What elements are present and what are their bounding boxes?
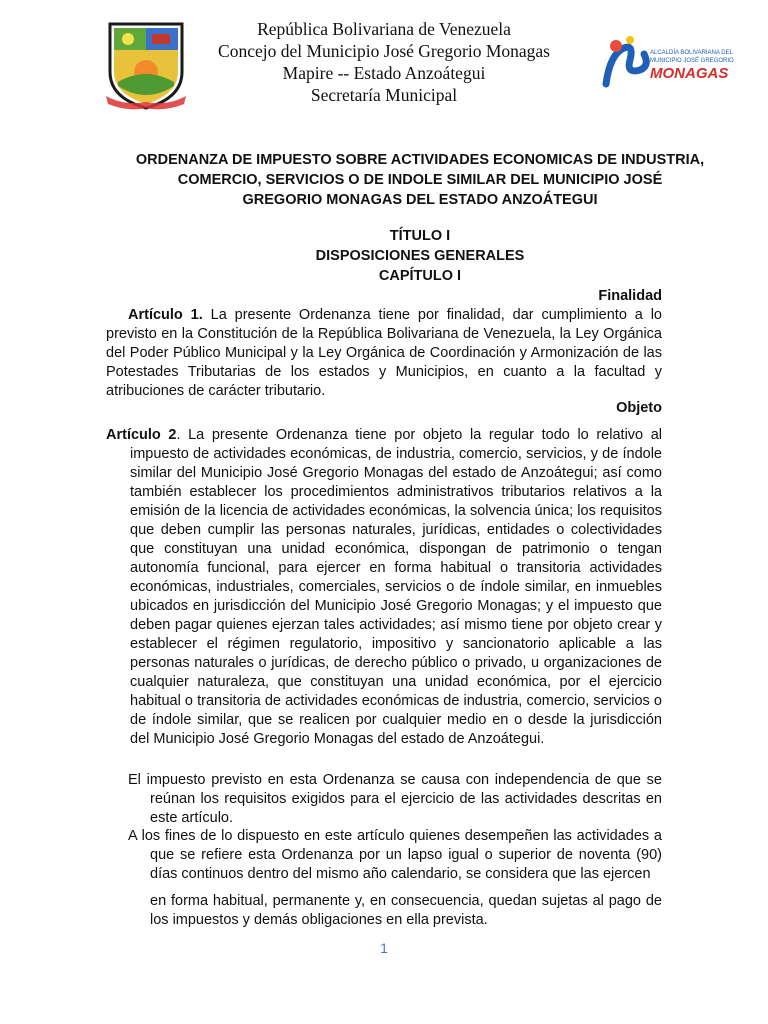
header-line-council: Concejo del Municipio José Gregorio Monagas bbox=[218, 41, 550, 61]
section-headings bbox=[100, 226, 740, 286]
paragraph-habitual-activity: A los fines de lo dispuesto en este artículo quienes desempeñen las actividades a que se refiere esta Ordenanza por un lapso igual o superior de noventa (90) días continuos dentro del mismo año calendario, se considera que las ejercen bbox=[128, 828, 662, 882]
alcaldia-monagas-logo-icon bbox=[600, 34, 736, 94]
title-line-1: ORDENANZA DE IMPUESTO SOBRE ACTIVIDADES ECONOMICAS DE INDUSTRIA, bbox=[135, 152, 705, 168]
letterhead bbox=[196, 18, 572, 106]
municipal-coat-of-arms-icon bbox=[104, 20, 188, 110]
capitulo-heading: CAPÍTULO I bbox=[378, 268, 462, 284]
paragraph-obligations: en forma habitual, permanente y, en consecuencia, quedan sujetas al pago de los impuestos y demás obligaciones en ella prevista. bbox=[150, 893, 662, 928]
article-2-paragraph bbox=[106, 426, 662, 749]
title-line-2: COMERCIO, SERVICIOS O DE INDOLE SIMILAR DEL MUNICIPIO JOSÉ bbox=[177, 172, 663, 188]
article-1-label: Artículo 1. bbox=[128, 307, 203, 323]
svg-text:MUNICIPIO JOSÉ GREGORIO: MUNICIPIO JOSÉ GREGORIO bbox=[650, 58, 734, 64]
header-line-country: República Bolivariana de Venezuela bbox=[257, 19, 511, 39]
finalidad-heading: Finalidad bbox=[598, 288, 662, 304]
page-number: 1 bbox=[380, 940, 388, 956]
title-line-3: GREGORIO MONAGAS DEL ESTADO ANZOÁTEGUI bbox=[242, 192, 598, 208]
article-2-text: . La presente Ordenanza tiene por objeto la regular todo lo relativo al impuesto de actividades económicas, de industria, comercio, servicios, y de índole similar del Municipio José Gregorio Monagas del estado de Anzoátegui; así como también establecer los procedimientos administrativos tributarios relativos a la emisión de la licencia de actividades económicas, la solvencia única; los requisitos que deben cumplir las personas naturales, jurídicas, entidades o colectividades que constituyan una unidad económica, dispongan de patrimonio o tengan autonomía funcional, para ejercer en forma habitual o transitoria actividades económicas, industriales, comerciales, servicios o de índole similar, en inmuebles ubicados en jurisdicción del Municipio José Gregorio Monagas; y el impuesto que deben pagar quienes ejerzan tales actividades; así mismo tiene por objeto crear y establecer el régimen regulatorio, impositivo y sancionatorio aplicable a las personas naturales o jurídicas, de derecho público o privado, u organizaciones de cualquier naturaleza, que constituyan una unidad económica, por el ejercicio habitual o transitoria de actividades económicas de industria, comercio, servicios o de índole similar, que se realicen por cualquier medio en o desde la jurisdicción del Municipio José Gregorio Monagas del estado de Anzoátegui. bbox=[130, 427, 662, 747]
header-line-secretariat: Secretaría Municipal bbox=[310, 85, 458, 105]
article-2-label: Artículo 2 bbox=[106, 427, 177, 443]
article-1-paragraph bbox=[106, 306, 662, 401]
disposiciones-heading: DISPOSICIONES GENERALES bbox=[315, 248, 525, 264]
header-line-location: Mapire -- Estado Anzoátegui bbox=[282, 63, 486, 83]
objeto-heading: Objeto bbox=[616, 400, 662, 416]
svg-text:ALCALDÍA BOLIVARIANA DEL: ALCALDÍA BOLIVARIANA DEL bbox=[650, 50, 733, 56]
document-title bbox=[100, 150, 740, 210]
paragraph-tax-independence: El impuesto previsto en esta Ordenanza se causa con independencia de que se reúnan los requisitos exigidos para el ejercicio de las actividades descritas en este artículo. bbox=[128, 772, 662, 826]
article-1-text: La presente Ordenanza tiene por finalidad, dar cumplimiento a lo previsto en la Constitución de la República Bolivariana de Venezuela, la Ley Orgánica del Poder Público Municipal y la Ley Orgánica de Coordinación y Armonización de las Potestades Tributarias de los estados y Municipios, en cuanto a la facultad y atribuciones de carácter tributario. bbox=[106, 307, 662, 399]
svg-text:MONAGAS: MONAGAS bbox=[650, 65, 729, 82]
titulo-heading: TÍTULO I bbox=[389, 228, 451, 244]
